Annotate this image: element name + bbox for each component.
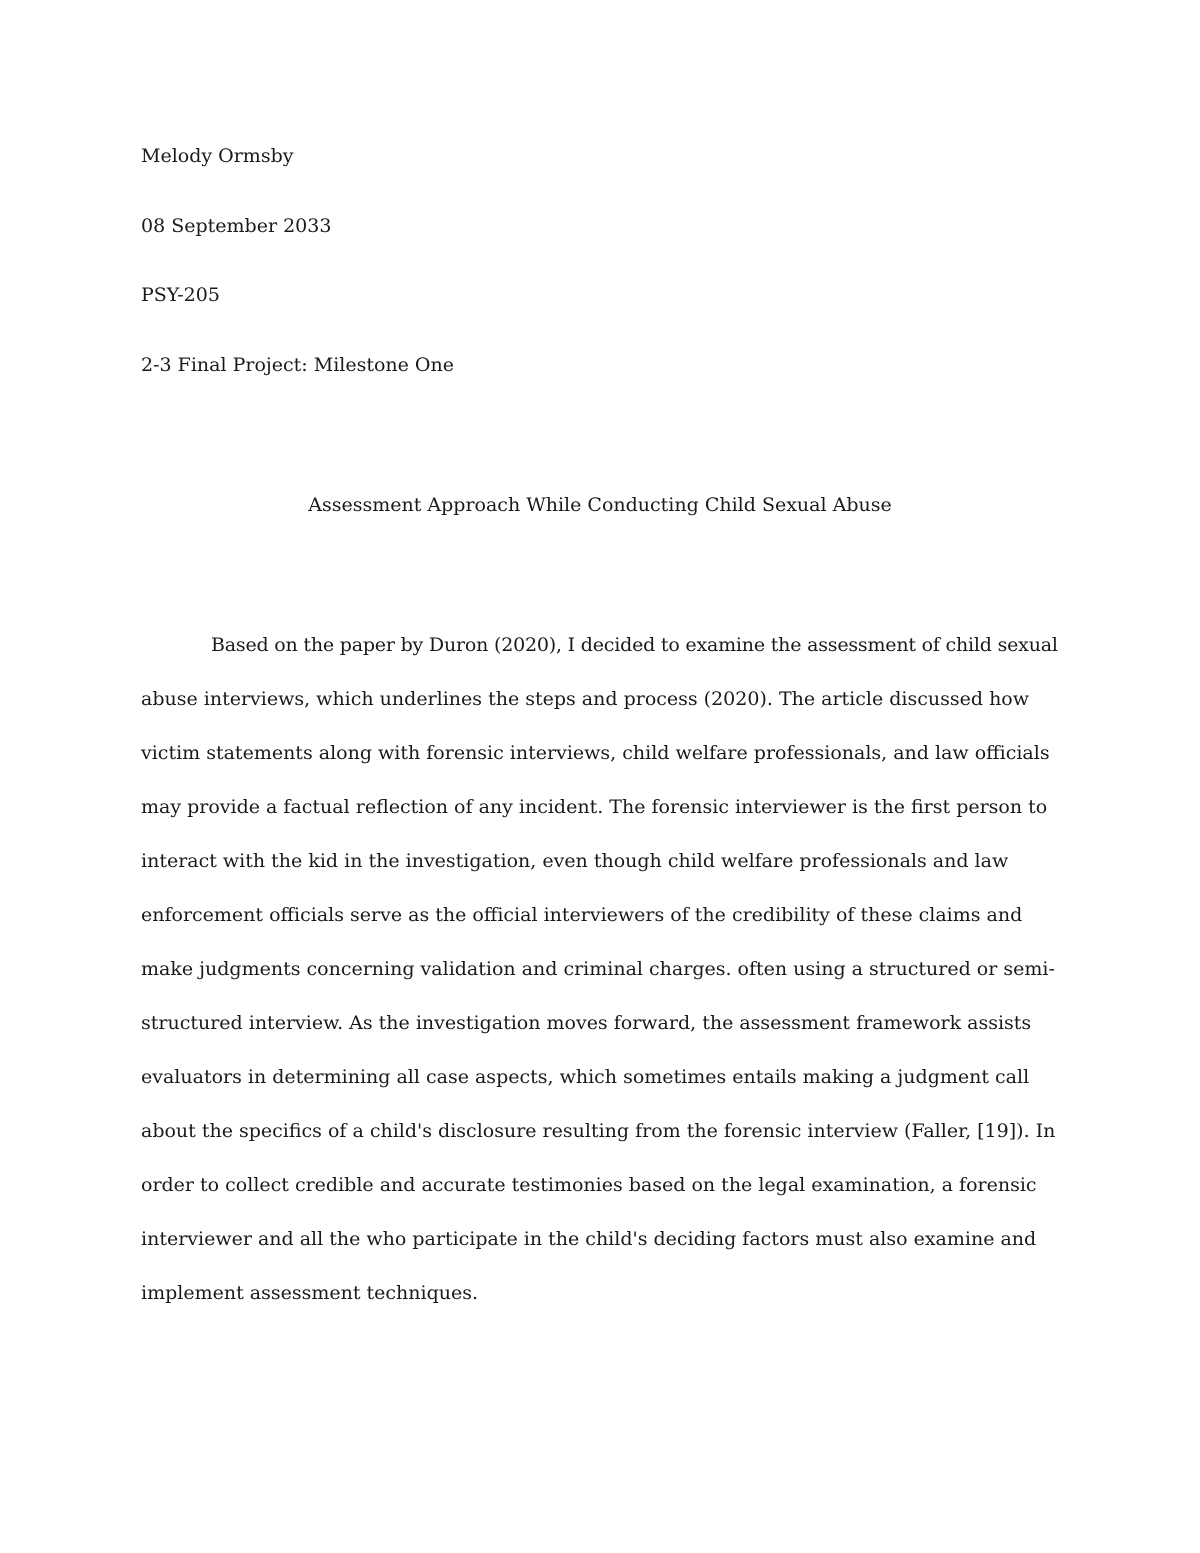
paragraph-line: about the specifics of a child's disclosure resulting from the forensic interview (Faller, [19]). In bbox=[141, 1120, 1056, 1142]
student-name: Melody Ormsby bbox=[141, 145, 294, 167]
paragraph-line: implement assessment techniques. bbox=[141, 1282, 478, 1304]
paragraph-line: make judgments concerning validation and criminal charges. often using a structured or semi- bbox=[141, 958, 1055, 980]
document-title: Assessment Approach While Conducting Child Sexual Abuse bbox=[308, 494, 892, 516]
paragraph-line: enforcement officials serve as the official interviewers of the credibility of these claims and bbox=[141, 904, 1023, 926]
paragraph-line: interviewer and all the who participate in the child's deciding factors must also examine and bbox=[141, 1228, 1037, 1250]
course-code: PSY-205 bbox=[141, 284, 220, 306]
paragraph-line: evaluators in determining all case aspects, which sometimes entails making a judgment call bbox=[141, 1066, 1030, 1088]
paragraph-line: interact with the kid in the investigation, even though child welfare professionals and law bbox=[141, 850, 1009, 872]
paragraph-line: order to collect credible and accurate testimonies based on the legal examination, a forensic bbox=[141, 1174, 1037, 1196]
paragraph-line: Based on the paper by Duron (2020), I decided to examine the assessment of child sexual bbox=[211, 634, 1058, 656]
paragraph-line: structured interview. As the investigation moves forward, the assessment framework assists bbox=[141, 1012, 1032, 1034]
paragraph-line: victim statements along with forensic interviews, child welfare professionals, and law officials bbox=[141, 742, 1050, 764]
assignment-title: 2-3 Final Project: Milestone One bbox=[141, 354, 454, 376]
submission-date: 08 September 2033 bbox=[141, 215, 332, 237]
paragraph-line: may provide a factual reflection of any incident. The forensic interviewer is the first person to bbox=[141, 796, 1048, 818]
paragraph-line: abuse interviews, which underlines the steps and process (2020). The article discussed how bbox=[141, 688, 1030, 710]
